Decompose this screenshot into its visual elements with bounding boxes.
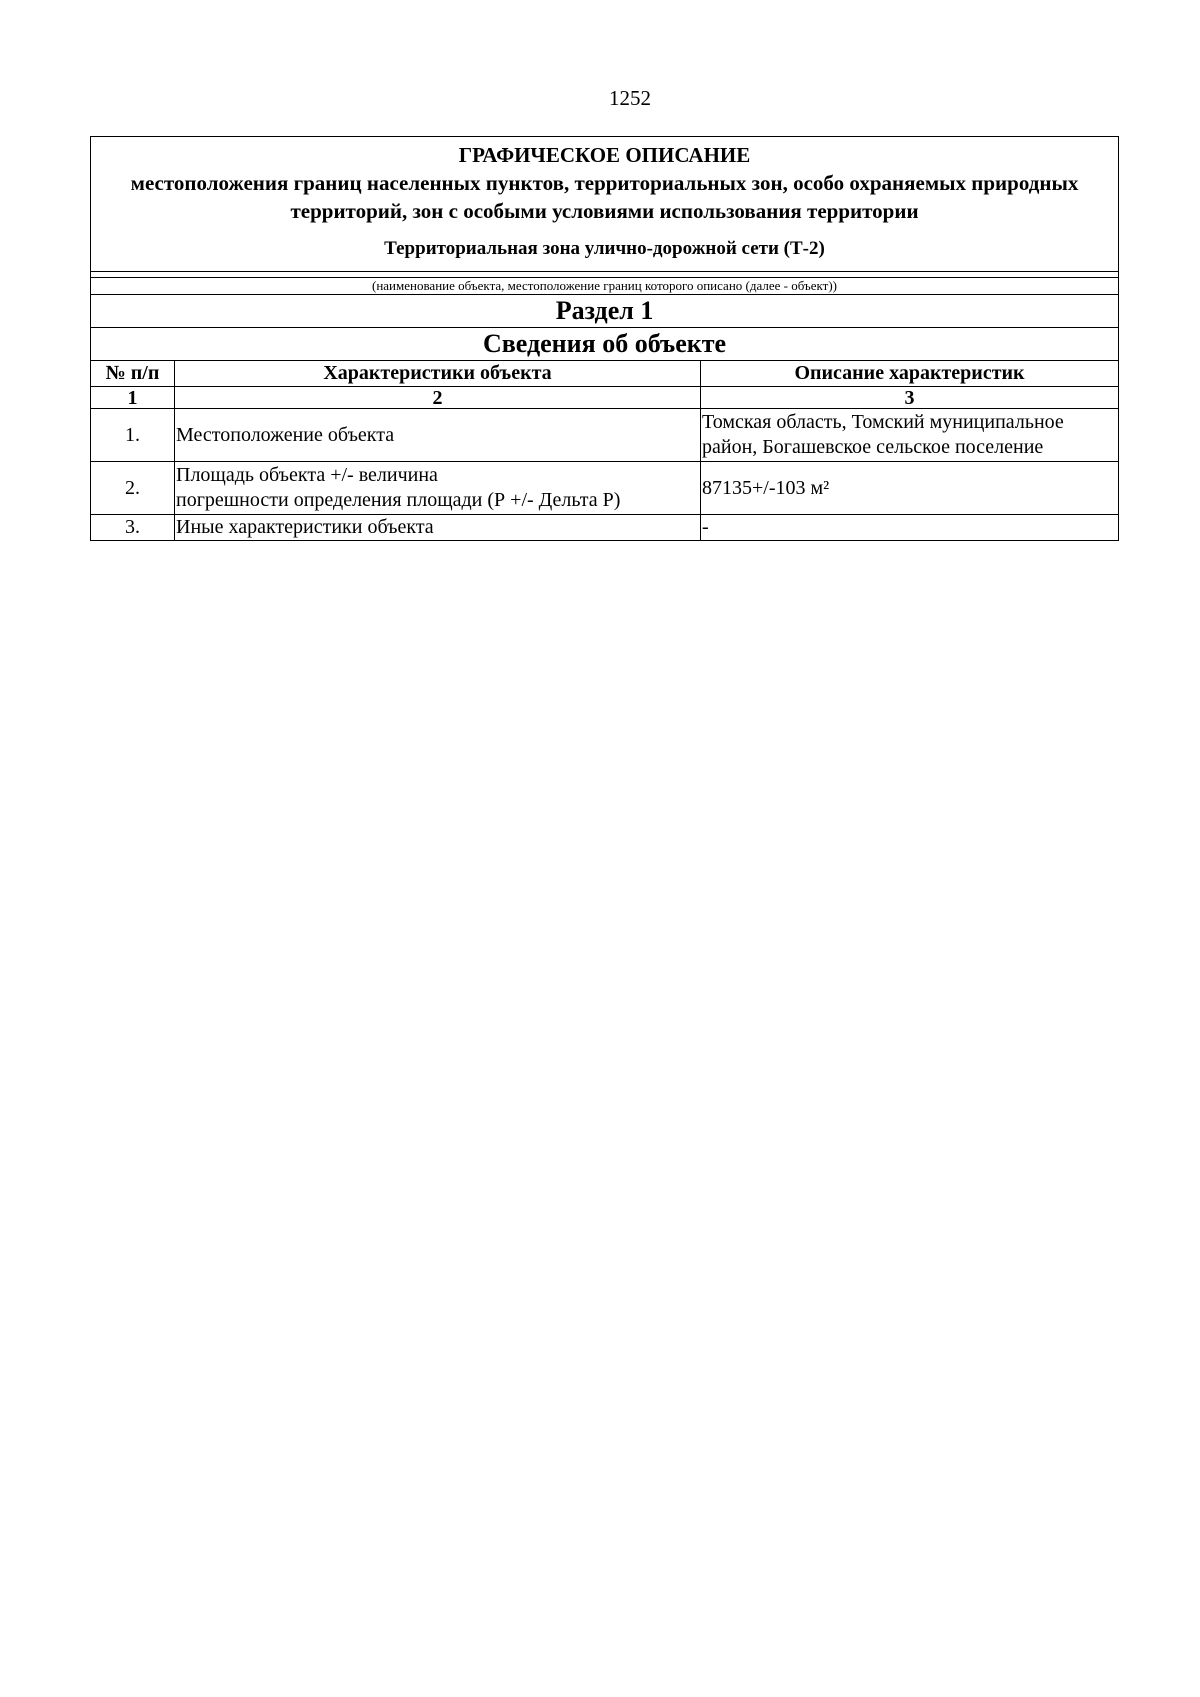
- object-caption: (наименование объекта, местоположение границ которого описано (далее - объект)): [91, 278, 1119, 295]
- row-characteristic: Иные характеристики объекта: [175, 515, 701, 541]
- document-header: [91, 137, 1119, 272]
- column-number-2: 2: [175, 387, 701, 409]
- row-characteristic: Местоположение объекта: [175, 409, 701, 462]
- column-header-number: № п/п: [91, 361, 175, 387]
- zone-name: Территориальная зона улично-дорожной сети (Т-2): [384, 238, 825, 259]
- table-row: [91, 409, 1119, 462]
- row-number: 1.: [91, 409, 175, 462]
- section-number: Раздел 1: [91, 295, 1119, 328]
- row-characteristic-line: погрешности определения площади (Р +/- Дельта Р): [176, 489, 621, 511]
- column-header-characteristic: Характеристики объекта: [175, 361, 701, 387]
- row-description: [701, 409, 1119, 462]
- row-characteristic-line: Площадь объекта +/- величина: [176, 464, 438, 486]
- row-number: 3.: [91, 515, 175, 541]
- column-header-description: Описание характеристик: [701, 361, 1119, 387]
- page-number: 1252: [609, 86, 651, 110]
- table-row: [91, 515, 1119, 541]
- row-description-line: Томская область, Томский муниципальное: [702, 411, 1064, 433]
- column-number-3: 3: [701, 387, 1119, 409]
- object-info-table: [90, 136, 1119, 541]
- row-description-line: район, Богашевское сельское поселение: [702, 436, 1044, 458]
- row-characteristic: [175, 462, 701, 515]
- document-title: ГРАФИЧЕСКОЕ ОПИСАНИЕ: [458, 143, 751, 167]
- row-description: 87135+/-103 м²: [701, 462, 1119, 515]
- column-number-1: 1: [91, 387, 175, 409]
- row-number: 2.: [91, 462, 175, 515]
- document-subtitle: местоположения границ населенных пунктов, территориальных зон, особо охраняемых природных территорий, зон с особыми условиями использования территории: [130, 171, 1079, 223]
- table-row: [91, 462, 1119, 515]
- section-title: Сведения об объекте: [91, 328, 1119, 361]
- row-description: -: [701, 515, 1119, 541]
